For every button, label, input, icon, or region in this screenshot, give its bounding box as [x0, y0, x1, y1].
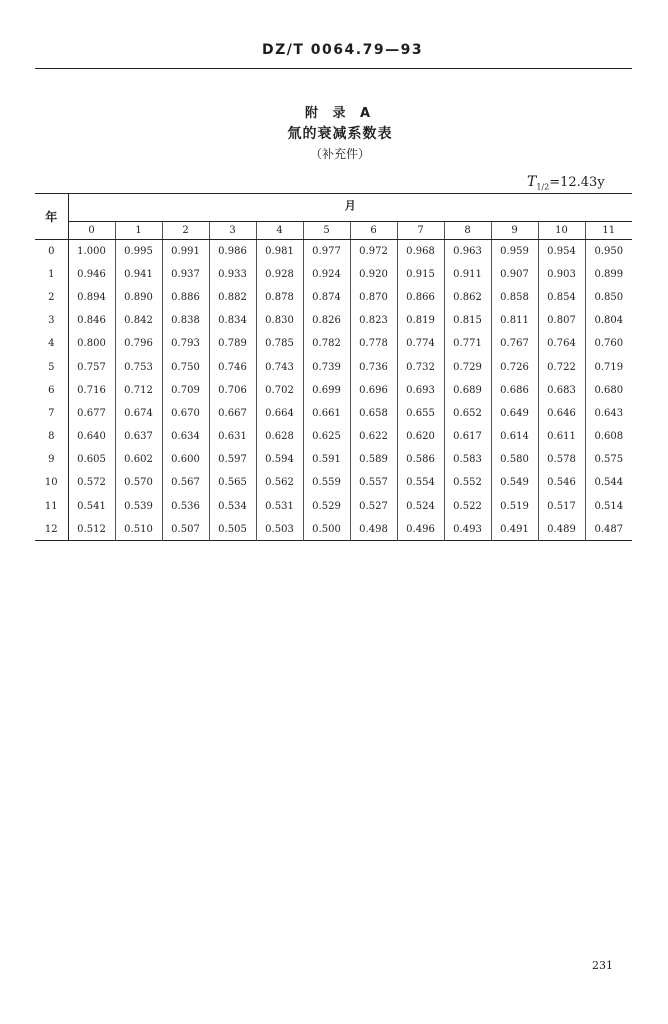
year-cell: 8 — [35, 425, 68, 448]
coefficient-cell: 0.878 — [256, 286, 303, 309]
coefficient-cell: 0.622 — [350, 425, 397, 448]
coefficient-cell: 0.557 — [350, 471, 397, 494]
table-row — [35, 495, 632, 518]
month-header-0: 0 — [68, 222, 115, 240]
coefficient-cell: 0.719 — [594, 361, 624, 373]
coefficient-cell: 0.937 — [162, 263, 209, 286]
year-cell: 0 — [35, 240, 68, 263]
coefficient-cell: 0.677 — [68, 402, 115, 425]
coefficient-cell: 0.602 — [115, 448, 162, 471]
coefficient-cell: 0.830 — [256, 309, 303, 332]
coefficient-cell: 0.774 — [397, 332, 444, 355]
table-row — [35, 402, 632, 425]
table-row — [35, 518, 632, 541]
coefficient-cell: 0.620 — [397, 425, 444, 448]
coefficient-cell: 0.804 — [594, 315, 624, 327]
coefficient-cell: 0.544 — [594, 477, 624, 489]
year-cell: 4 — [35, 332, 68, 355]
coefficient-cell: 0.631 — [209, 425, 256, 448]
coefficient-cell: 0.991 — [162, 240, 209, 263]
header-rule — [35, 68, 632, 69]
coefficient-cell: 0.941 — [115, 263, 162, 286]
supplement-note: （补充件） — [309, 147, 370, 161]
coefficient-cell: 0.664 — [256, 402, 303, 425]
half-life-symbol: T — [527, 174, 537, 190]
half-life-value: =12.43y — [549, 175, 605, 190]
coefficient-cell: 0.696 — [350, 379, 397, 402]
coefficient-cell: 0.834 — [209, 309, 256, 332]
coefficient-cell: 0.527 — [350, 495, 397, 518]
month-header-9: 9 — [491, 222, 538, 240]
page-number: 231 — [592, 959, 613, 972]
coefficient-cell: 0.907 — [491, 263, 538, 286]
coefficient-cell: 0.899 — [594, 268, 624, 280]
coefficient-cell: 0.640 — [68, 425, 115, 448]
table-row — [35, 309, 632, 332]
coefficient-cell: 0.549 — [491, 471, 538, 494]
coefficient-cell: 0.597 — [209, 448, 256, 471]
coefficient-cell: 0.716 — [68, 379, 115, 402]
coefficient-cell: 0.977 — [303, 240, 350, 263]
coefficient-cell: 0.789 — [209, 332, 256, 355]
coefficient-cell: 0.972 — [350, 240, 397, 263]
coefficient-cell: 0.493 — [444, 518, 491, 541]
coefficient-cell: 0.634 — [162, 425, 209, 448]
coefficient-cell: 0.826 — [303, 309, 350, 332]
table-row — [35, 286, 632, 309]
coefficient-cell: 0.646 — [538, 402, 585, 425]
coefficient-cell: 0.541 — [68, 495, 115, 518]
coefficient-cell: 0.706 — [209, 379, 256, 402]
year-cell: 6 — [35, 379, 68, 402]
coefficient-cell: 0.771 — [444, 332, 491, 355]
coefficient-cell: 0.764 — [538, 332, 585, 355]
table-row — [35, 332, 632, 355]
coefficient-cell: 0.702 — [256, 379, 303, 402]
coefficient-cell: 0.567 — [162, 471, 209, 494]
coefficient-cell: 0.850 — [594, 291, 624, 303]
coefficient-cell: 0.510 — [115, 518, 162, 541]
coefficient-cell: 0.753 — [115, 355, 162, 378]
table-body — [35, 240, 632, 541]
coefficient-cell: 0.894 — [68, 286, 115, 309]
coefficient-cell: 0.712 — [115, 379, 162, 402]
coefficient-cell: 0.866 — [397, 286, 444, 309]
coefficient-cell: 0.686 — [491, 379, 538, 402]
coefficient-cell: 0.625 — [303, 425, 350, 448]
coefficient-cell: 0.767 — [491, 332, 538, 355]
month-header-3: 3 — [209, 222, 256, 240]
table-header-row — [35, 194, 632, 222]
coefficient-cell: 0.514 — [594, 500, 624, 512]
decay-coefficient-table — [35, 193, 632, 541]
coefficient-cell: 0.760 — [594, 338, 624, 350]
coefficient-cell: 0.617 — [444, 425, 491, 448]
coefficient-cell: 0.757 — [68, 355, 115, 378]
coefficient-cell: 0.536 — [162, 495, 209, 518]
coefficient-cell: 0.546 — [538, 471, 585, 494]
coefficient-cell: 0.583 — [444, 448, 491, 471]
coefficient-cell: 0.920 — [350, 263, 397, 286]
coefficient-cell: 0.529 — [303, 495, 350, 518]
coefficient-cell: 0.903 — [538, 263, 585, 286]
coefficient-cell: 0.637 — [115, 425, 162, 448]
coefficient-cell: 0.933 — [209, 263, 256, 286]
coefficient-cell: 0.591 — [303, 448, 350, 471]
table-row — [35, 263, 632, 286]
coefficient-cell: 0.522 — [444, 495, 491, 518]
coefficient-cell: 0.699 — [303, 379, 350, 402]
coefficient-cell: 0.819 — [397, 309, 444, 332]
year-cell: 11 — [35, 495, 68, 518]
coefficient-cell: 0.500 — [303, 518, 350, 541]
coefficient-cell: 0.674 — [115, 402, 162, 425]
month-header-4: 4 — [256, 222, 303, 240]
year-cell: 1 — [35, 263, 68, 286]
month-number-row — [35, 222, 632, 240]
coefficient-cell: 0.578 — [538, 448, 585, 471]
year-cell: 3 — [35, 309, 68, 332]
coefficient-cell: 0.670 — [162, 402, 209, 425]
year-cell: 10 — [35, 471, 68, 494]
coefficient-cell: 0.870 — [350, 286, 397, 309]
coefficient-cell: 0.854 — [538, 286, 585, 309]
coefficient-cell: 0.487 — [594, 523, 624, 535]
year-cell: 7 — [35, 402, 68, 425]
coefficient-cell: 0.739 — [303, 355, 350, 378]
year-cell: 9 — [35, 448, 68, 471]
coefficient-cell: 0.534 — [209, 495, 256, 518]
coefficient-cell: 0.693 — [397, 379, 444, 402]
coefficient-cell: 0.743 — [256, 355, 303, 378]
month-header-7: 7 — [397, 222, 444, 240]
coefficient-cell: 0.683 — [538, 379, 585, 402]
coefficient-cell: 0.658 — [350, 402, 397, 425]
coefficient-cell: 0.570 — [115, 471, 162, 494]
coefficient-cell: 0.750 — [162, 355, 209, 378]
table-row — [35, 471, 632, 494]
coefficient-cell: 0.890 — [115, 286, 162, 309]
coefficient-cell: 0.643 — [594, 407, 624, 419]
coefficient-cell: 0.722 — [538, 355, 585, 378]
month-header-11: 11 — [585, 222, 632, 240]
coefficient-cell: 0.554 — [397, 471, 444, 494]
coefficient-cell: 0.559 — [303, 471, 350, 494]
coefficient-cell: 0.667 — [209, 402, 256, 425]
coefficient-cell: 0.963 — [444, 240, 491, 263]
coefficient-cell: 0.524 — [397, 495, 444, 518]
coefficient-cell: 0.782 — [303, 332, 350, 355]
month-header-10: 10 — [538, 222, 585, 240]
coefficient-cell: 0.586 — [397, 448, 444, 471]
coefficient-cell: 0.649 — [491, 402, 538, 425]
coefficient-cell: 0.496 — [397, 518, 444, 541]
coefficient-cell: 0.491 — [491, 518, 538, 541]
coefficient-cell: 0.954 — [538, 240, 585, 263]
coefficient-cell: 0.746 — [209, 355, 256, 378]
year-cell: 2 — [35, 286, 68, 309]
coefficient-cell: 0.736 — [350, 355, 397, 378]
table-row — [35, 379, 632, 402]
coefficient-cell: 0.986 — [209, 240, 256, 263]
coefficient-cell: 0.796 — [115, 332, 162, 355]
coefficient-cell: 0.842 — [115, 309, 162, 332]
coefficient-cell: 0.580 — [491, 448, 538, 471]
coefficient-cell: 0.652 — [444, 402, 491, 425]
coefficient-cell: 0.882 — [209, 286, 256, 309]
coefficient-cell: 0.519 — [491, 495, 538, 518]
coefficient-cell: 0.628 — [256, 425, 303, 448]
coefficient-cell: 0.924 — [303, 263, 350, 286]
coefficient-cell: 0.614 — [491, 425, 538, 448]
coefficient-cell: 0.874 — [303, 286, 350, 309]
coefficient-cell: 0.778 — [350, 332, 397, 355]
coefficient-cell: 0.517 — [538, 495, 585, 518]
coefficient-cell: 0.512 — [68, 518, 115, 541]
coefficient-cell: 0.498 — [350, 518, 397, 541]
coefficient-cell: 0.655 — [397, 402, 444, 425]
coefficient-cell: 0.726 — [491, 355, 538, 378]
month-header-1: 1 — [115, 222, 162, 240]
coefficient-cell: 0.608 — [594, 431, 624, 443]
coefficient-cell: 0.815 — [444, 309, 491, 332]
table-row — [35, 448, 632, 471]
coefficient-cell: 1.000 — [68, 240, 115, 263]
coefficient-cell: 0.886 — [162, 286, 209, 309]
coefficient-cell: 0.785 — [256, 332, 303, 355]
coefficient-cell: 0.505 — [209, 518, 256, 541]
coefficient-cell: 0.503 — [256, 518, 303, 541]
month-header-5: 5 — [303, 222, 350, 240]
month-header-6: 6 — [350, 222, 397, 240]
coefficient-cell: 0.946 — [68, 263, 115, 286]
table-title: 氚的衰减系数表 — [287, 126, 393, 142]
appendix-label: 附 录 A — [304, 106, 376, 121]
coefficient-cell: 0.565 — [209, 471, 256, 494]
table-row — [35, 355, 632, 378]
coefficient-cell: 0.800 — [68, 332, 115, 355]
standard-code-header: DZ/T 0064.79—93 — [262, 42, 424, 58]
year-column-header: 年 — [35, 194, 68, 240]
coefficient-cell: 0.793 — [162, 332, 209, 355]
coefficient-cell: 0.539 — [115, 495, 162, 518]
coefficient-cell: 0.589 — [350, 448, 397, 471]
coefficient-cell: 0.489 — [538, 518, 585, 541]
half-life-label — [527, 174, 605, 192]
coefficient-cell: 0.605 — [68, 448, 115, 471]
coefficient-cell: 0.562 — [256, 471, 303, 494]
coefficient-cell: 0.575 — [594, 454, 624, 466]
coefficient-cell: 0.858 — [491, 286, 538, 309]
coefficient-cell: 0.594 — [256, 448, 303, 471]
table-row — [35, 425, 632, 448]
coefficient-cell: 0.811 — [491, 309, 538, 332]
coefficient-cell: 0.680 — [594, 384, 624, 396]
coefficient-cell: 0.838 — [162, 309, 209, 332]
coefficient-cell: 0.968 — [397, 240, 444, 263]
coefficient-cell: 0.950 — [594, 245, 624, 257]
coefficient-cell: 0.600 — [162, 448, 209, 471]
coefficient-cell: 0.959 — [491, 240, 538, 263]
coefficient-cell: 0.862 — [444, 286, 491, 309]
month-header-8: 8 — [444, 222, 491, 240]
coefficient-cell: 0.911 — [444, 263, 491, 286]
table-row — [35, 240, 632, 263]
coefficient-cell: 0.995 — [115, 240, 162, 263]
month-column-header: 月 — [68, 194, 632, 222]
coefficient-cell: 0.823 — [350, 309, 397, 332]
coefficient-cell: 0.661 — [303, 402, 350, 425]
coefficient-cell: 0.915 — [397, 263, 444, 286]
year-cell: 12 — [35, 518, 68, 541]
coefficient-cell: 0.552 — [444, 471, 491, 494]
coefficient-cell: 0.981 — [256, 240, 303, 263]
coefficient-cell: 0.689 — [444, 379, 491, 402]
coefficient-cell: 0.732 — [397, 355, 444, 378]
coefficient-cell: 0.928 — [256, 263, 303, 286]
coefficient-cell: 0.709 — [162, 379, 209, 402]
coefficient-cell: 0.531 — [256, 495, 303, 518]
half-life-subscript: 1/2 — [536, 182, 550, 192]
coefficient-cell: 0.572 — [68, 471, 115, 494]
year-cell: 5 — [35, 355, 68, 378]
coefficient-cell: 0.846 — [68, 309, 115, 332]
coefficient-cell: 0.807 — [538, 309, 585, 332]
month-header-2: 2 — [162, 222, 209, 240]
coefficient-cell: 0.611 — [538, 425, 585, 448]
coefficient-cell: 0.729 — [444, 355, 491, 378]
coefficient-cell: 0.507 — [162, 518, 209, 541]
